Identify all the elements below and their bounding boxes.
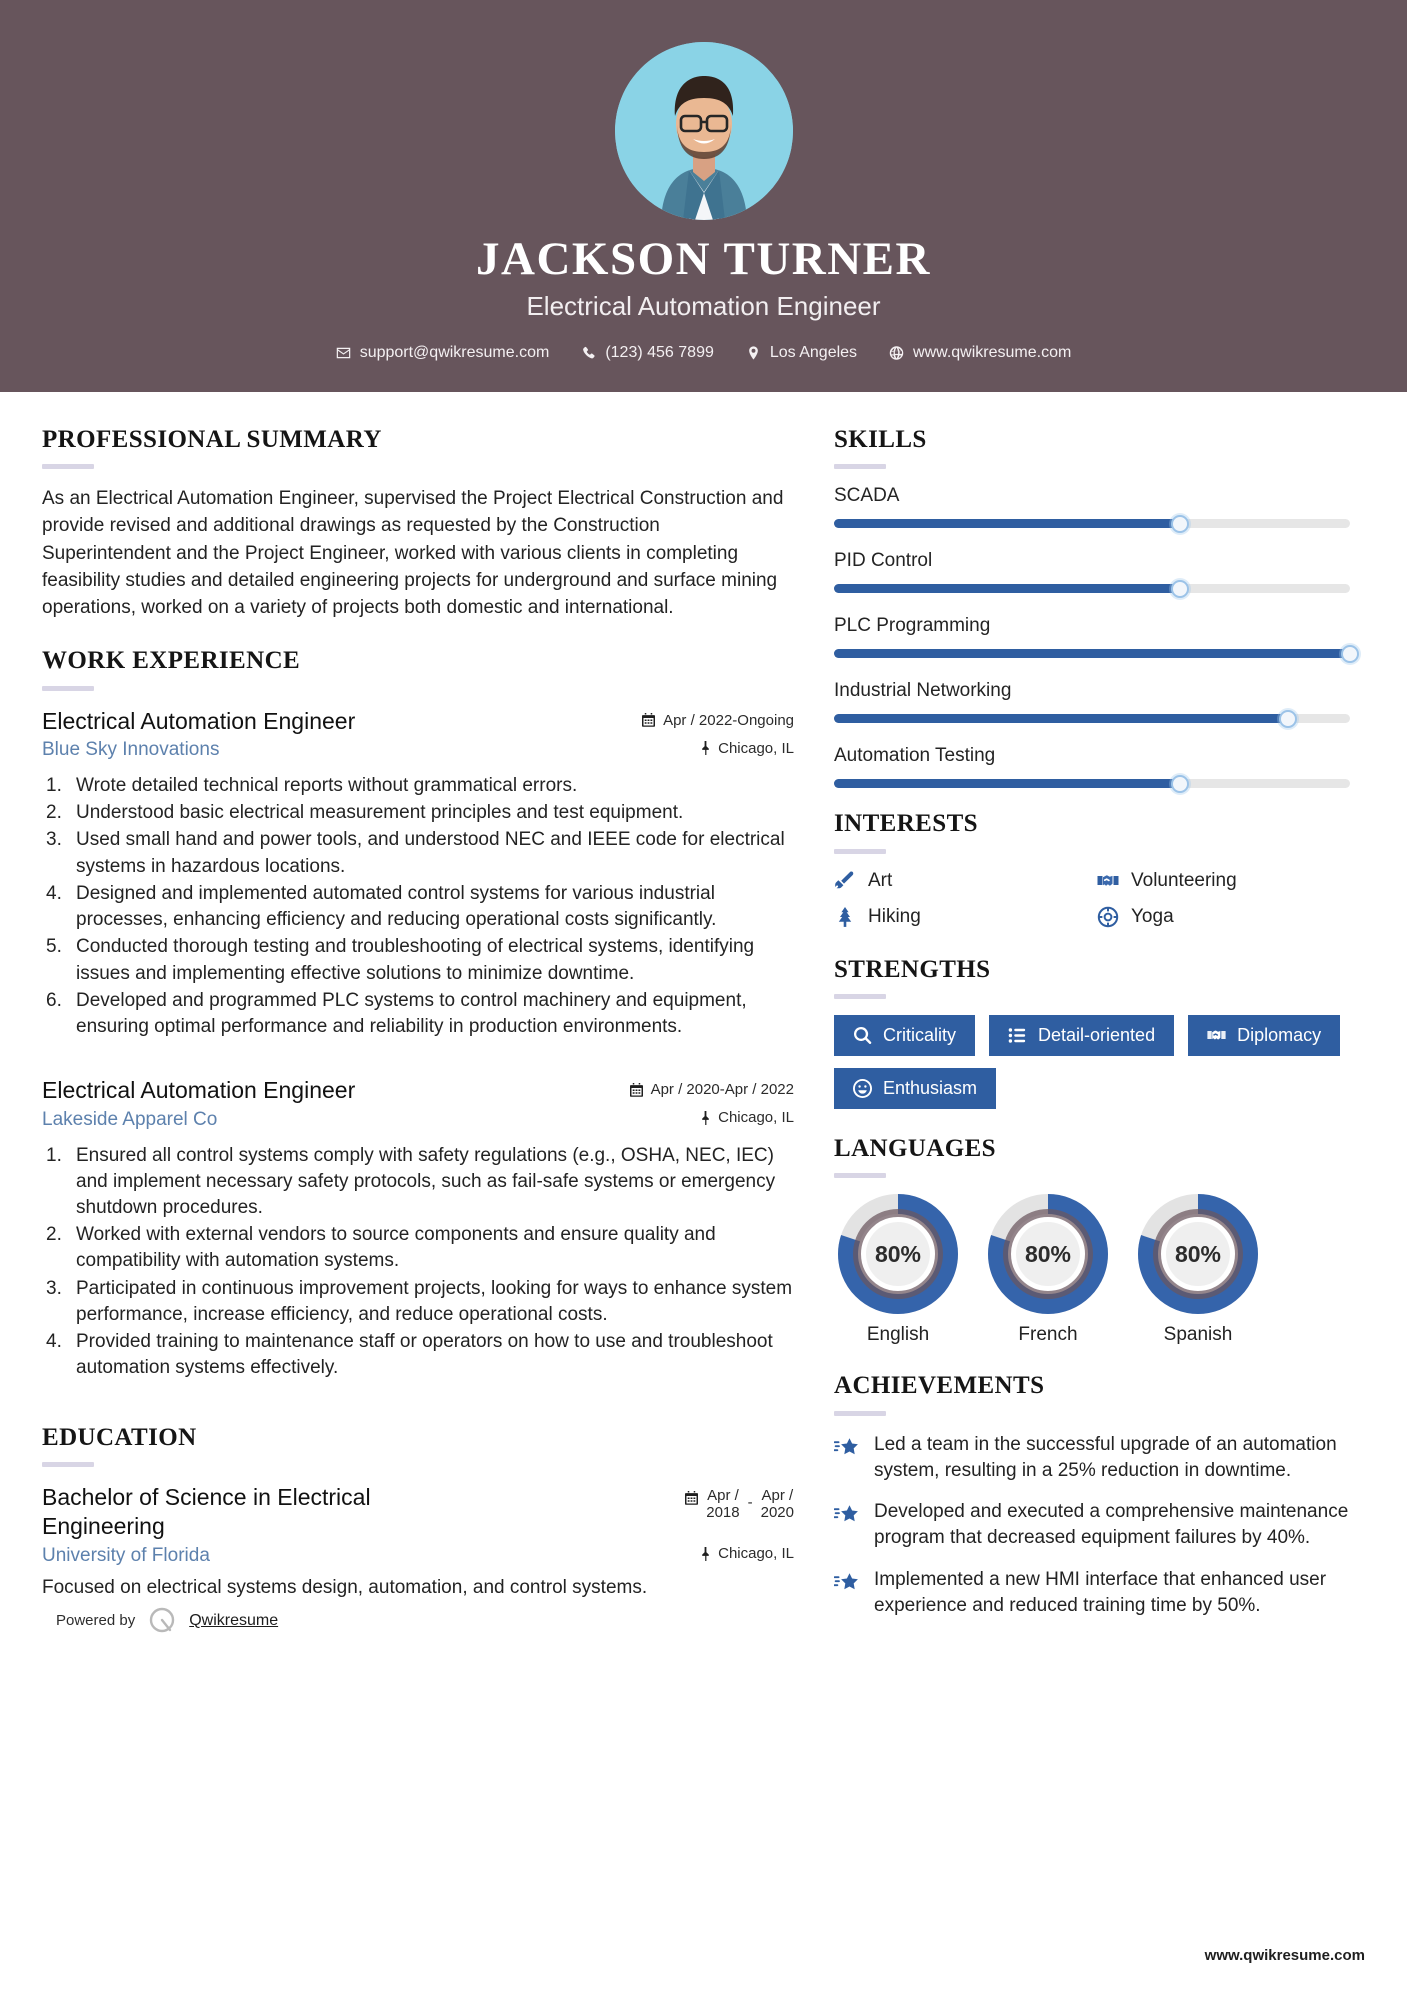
skill-fill <box>834 584 1180 593</box>
education-entry-header <box>42 1483 794 1541</box>
education-description: Focused on electrical systems design, automation, and control systems. <box>42 1577 648 1599</box>
education-degree: Bachelor of Science in Electrical Engineering <box>42 1484 371 1539</box>
education-entry-subheader <box>42 1544 794 1569</box>
skill-knob[interactable] <box>1171 515 1189 533</box>
contact-website[interactable] <box>873 344 1087 362</box>
powered-by-label: Powered by <box>56 1612 136 1630</box>
achievement-text: Led a team in the successful upgrade of an automation system, resulting in a 25% reduction in downtime. <box>874 1433 1337 1481</box>
language-ring <box>838 1194 958 1314</box>
contact-location-text: Los Angeles <box>769 343 858 361</box>
strength-chip-label: Diplomacy <box>1237 1025 1322 1046</box>
skill-row <box>834 680 1350 723</box>
achievement-item <box>834 1499 1350 1551</box>
education-entry <box>42 1483 794 1602</box>
experience-location <box>700 740 794 757</box>
section-heading-skills: SKILLS <box>834 425 927 453</box>
experience-bullets <box>42 1143 794 1382</box>
strength-chip-label: Detail-oriented <box>1038 1025 1156 1046</box>
bullet-item: Developed and programmed PLC systems to control machinery and equipment, ensuring optimal performance and reliability in production environments. <box>76 989 747 1037</box>
section-divider <box>834 849 886 854</box>
strength-chip-criticality[interactable] <box>834 1015 975 1056</box>
section-heading-summary: PROFESSIONAL SUMMARY <box>42 425 382 453</box>
experience-dates <box>630 1076 794 1098</box>
powered-by <box>42 1606 794 1636</box>
skill-label: Industrial Networking <box>834 680 1012 702</box>
skill-knob[interactable] <box>1171 580 1189 598</box>
phone-icon <box>581 345 596 361</box>
skill-row <box>834 615 1350 658</box>
section-skills <box>834 426 1350 789</box>
section-heading-work: WORK EXPERIENCE <box>42 647 301 675</box>
calendar-icon <box>630 1083 643 1097</box>
strength-chip-label: Enthusiasm <box>883 1077 978 1098</box>
smiley-icon <box>853 1079 872 1098</box>
experience-location-text: Chicago, IL <box>718 1109 794 1127</box>
language-value: 80% <box>1174 1240 1222 1267</box>
education-location <box>700 1545 794 1562</box>
page-title: JACKSON TURNER <box>476 233 931 285</box>
lotus-icon <box>1097 906 1119 928</box>
contact-email[interactable] <box>320 344 566 362</box>
calendar-icon <box>642 713 655 727</box>
achievement-item <box>834 1567 1350 1619</box>
skill-fill <box>834 714 1288 723</box>
globe-icon <box>889 345 904 361</box>
contact-phone-text: (123) 456 7899 <box>605 343 714 361</box>
interest-item <box>1097 906 1350 928</box>
skill-slider[interactable] <box>834 519 1350 528</box>
section-strengths <box>834 956 1350 1109</box>
bullet-item: Participated in continuous improvement projects, looking for ways to enhance system performance, increase efficiency, and reduce operational costs. <box>76 1277 793 1325</box>
handshake-icon <box>1207 1026 1226 1045</box>
resume-body <box>0 392 1407 1644</box>
strength-chip-diplomacy[interactable] <box>1188 1015 1340 1056</box>
skill-slider[interactable] <box>834 714 1350 723</box>
skill-slider[interactable] <box>834 649 1350 658</box>
education-dates <box>685 1483 794 1522</box>
interest-item <box>834 870 1087 892</box>
experience-role: Electrical Automation Engineer <box>42 1077 356 1104</box>
experience-entry-subheader <box>42 1108 794 1133</box>
skill-row <box>834 550 1350 593</box>
skill-label: SCADA <box>834 485 900 507</box>
skill-knob[interactable] <box>1341 645 1359 663</box>
section-heading-strengths: STRENGTHS <box>834 955 991 983</box>
experience-location-text: Chicago, IL <box>718 739 794 757</box>
experience-entry-header <box>42 1076 794 1105</box>
calendar-icon <box>685 1491 698 1505</box>
qwikresume-logo-icon <box>147 1606 177 1636</box>
section-heading-achievements: ACHIEVEMENTS <box>834 1372 1045 1400</box>
resume-header <box>0 0 1407 392</box>
skill-fill <box>834 779 1180 788</box>
language-value: 80% <box>874 1240 922 1267</box>
bullet-item: Provided training to maintenance staff or operators on how to use and troubleshoot automation systems effectively. <box>76 1331 773 1379</box>
interest-label: Art <box>868 869 893 891</box>
bullet-item: Ensured all control systems comply with safety regulations (e.g., OSHA, NEC, IEC) and implement necessary safety protocols, such as fail-safe systems or emergency shutdown procedures. <box>76 1144 776 1219</box>
language-ring <box>1138 1194 1258 1314</box>
strength-chip-detail-oriented[interactable] <box>989 1015 1174 1056</box>
right-column <box>834 426 1350 1634</box>
pin-icon <box>700 1547 711 1561</box>
shooting-star-icon <box>834 1435 860 1461</box>
section-divider <box>42 464 94 469</box>
contact-location <box>730 344 873 362</box>
section-education <box>42 1424 794 1636</box>
skill-label: PLC Programming <box>834 615 991 637</box>
search-icon <box>853 1026 872 1045</box>
interest-item <box>834 906 1087 928</box>
experience-bullets <box>42 773 794 1040</box>
language-label: French <box>1018 1324 1078 1346</box>
section-work-experience <box>42 647 794 1382</box>
strengths-chip-list <box>834 1015 1350 1108</box>
tree-icon <box>834 906 856 928</box>
section-languages <box>834 1135 1350 1347</box>
skill-row <box>834 745 1350 788</box>
section-achievements <box>834 1372 1350 1619</box>
left-column <box>42 426 794 1644</box>
experience-company[interactable]: Blue Sky Innovations <box>42 739 220 761</box>
bullet-item: Used small hand and power tools, and understood NEC and IEEE code for electrical systems in hazardous locations. <box>76 829 785 877</box>
bullet-item: Worked with external vendors to source components and ensure quality and compatibility with automation systems. <box>76 1224 716 1272</box>
experience-entry <box>42 1076 794 1381</box>
skill-fill <box>834 649 1350 658</box>
language-item <box>984 1194 1112 1346</box>
skill-label: Automation Testing <box>834 745 996 767</box>
shooting-star-icon <box>834 1502 860 1528</box>
section-heading-interests: INTERESTS <box>834 810 978 838</box>
section-interests <box>834 810 1350 928</box>
contact-email-text: support@qwikresume.com <box>359 343 550 361</box>
interest-label: Hiking <box>868 905 921 927</box>
bullet-item: Wrote detailed technical reports without grammatical errors. <box>76 774 578 796</box>
pin-icon <box>700 1111 711 1125</box>
list-icon <box>1008 1026 1027 1045</box>
experience-location <box>700 1109 794 1126</box>
bullet-item: Understood basic electrical measurement principles and test equipment. <box>76 802 684 824</box>
skill-slider[interactable] <box>834 584 1350 593</box>
experience-dates-text: Apr / 2020-Apr / 2022 <box>650 1081 794 1099</box>
education-school[interactable]: University of Florida <box>42 1544 210 1566</box>
achievement-item <box>834 1432 1350 1484</box>
email-icon <box>336 345 351 361</box>
job-title: Electrical Automation Engineer <box>526 290 881 321</box>
section-heading-education: EDUCATION <box>42 1423 197 1451</box>
education-location-text: Chicago, IL <box>718 1545 794 1563</box>
education-date-end: Apr / 2020 <box>760 1487 794 1522</box>
language-item <box>834 1194 962 1346</box>
language-label: Spanish <box>1163 1324 1233 1346</box>
pin-icon <box>700 741 711 755</box>
qwikresume-link[interactable]: Qwikresume <box>189 1611 279 1629</box>
handshake-icon <box>1097 870 1119 892</box>
skill-label: PID Control <box>834 550 933 572</box>
skill-knob[interactable] <box>1171 775 1189 793</box>
language-ring <box>988 1194 1108 1314</box>
interests-grid <box>834 870 1350 928</box>
language-item <box>1134 1194 1262 1346</box>
education-date-separator: - <box>747 1494 753 1512</box>
section-professional-summary <box>42 426 794 621</box>
experience-entry <box>42 707 794 1041</box>
experience-entry-subheader <box>42 738 794 763</box>
avatar <box>615 42 793 220</box>
contact-row <box>0 344 1407 362</box>
language-label: English <box>866 1324 930 1346</box>
achievement-text: Developed and executed a comprehensive maintenance program that decreased equipment failures by 40%. <box>874 1501 1349 1549</box>
languages-list <box>834 1194 1350 1346</box>
bullet-item: Conducted thorough testing and troubleshooting of electrical systems, identifying issues and implementing effective solutions to minimize downtime. <box>76 936 755 984</box>
shooting-star-icon <box>834 1570 860 1596</box>
summary-text: As an Electrical Automation Engineer, supervised the Project Electrical Construction and provide revised and additional drawings as requested by the Construction Superintendent and the Project Engineer, worked with various clients in completing feasibility studies and detailed engineering projects for underground and surface mining operations, worked on a variety of projects both domestic and international. <box>42 488 784 618</box>
section-divider <box>834 1173 886 1178</box>
contact-website-text: www.qwikresume.com <box>913 343 1072 361</box>
experience-entry-header <box>42 707 794 736</box>
strength-chip-enthusiasm[interactable] <box>834 1068 996 1109</box>
skill-slider[interactable] <box>834 779 1350 788</box>
section-divider <box>42 686 94 691</box>
skill-fill <box>834 519 1180 528</box>
interest-label: Volunteering <box>1131 869 1237 891</box>
section-heading-languages: LANGUAGES <box>834 1134 996 1162</box>
skill-row <box>834 485 1350 528</box>
bullet-item: Designed and implemented automated control systems for various industrial processes, enhancing efficiency and reducing operational costs significantly. <box>76 882 717 931</box>
strength-chip-label: Criticality <box>883 1025 957 1046</box>
footer-website: www.qwikresume.com <box>1204 1947 1365 1964</box>
interest-label: Yoga <box>1131 905 1174 927</box>
section-divider <box>42 1462 94 1467</box>
section-divider <box>834 464 886 469</box>
language-value: 80% <box>1024 1240 1072 1267</box>
achievement-text: Implemented a new HMI interface that enhanced user experience and reduced training time by 50%. <box>874 1568 1327 1616</box>
section-divider <box>834 1411 886 1416</box>
interest-item <box>1097 870 1350 892</box>
experience-role: Electrical Automation Engineer <box>42 707 356 734</box>
experience-dates <box>642 707 794 729</box>
experience-company[interactable]: Lakeside Apparel Co <box>42 1108 218 1130</box>
paintbrush-icon <box>834 870 856 892</box>
location-pin-icon <box>746 345 761 361</box>
contact-phone[interactable] <box>565 344 730 362</box>
experience-dates-text: Apr / 2022-Ongoing <box>663 711 794 729</box>
skill-knob[interactable] <box>1279 710 1297 728</box>
education-date-start: Apr / 2018 <box>706 1487 740 1522</box>
section-divider <box>834 994 886 999</box>
